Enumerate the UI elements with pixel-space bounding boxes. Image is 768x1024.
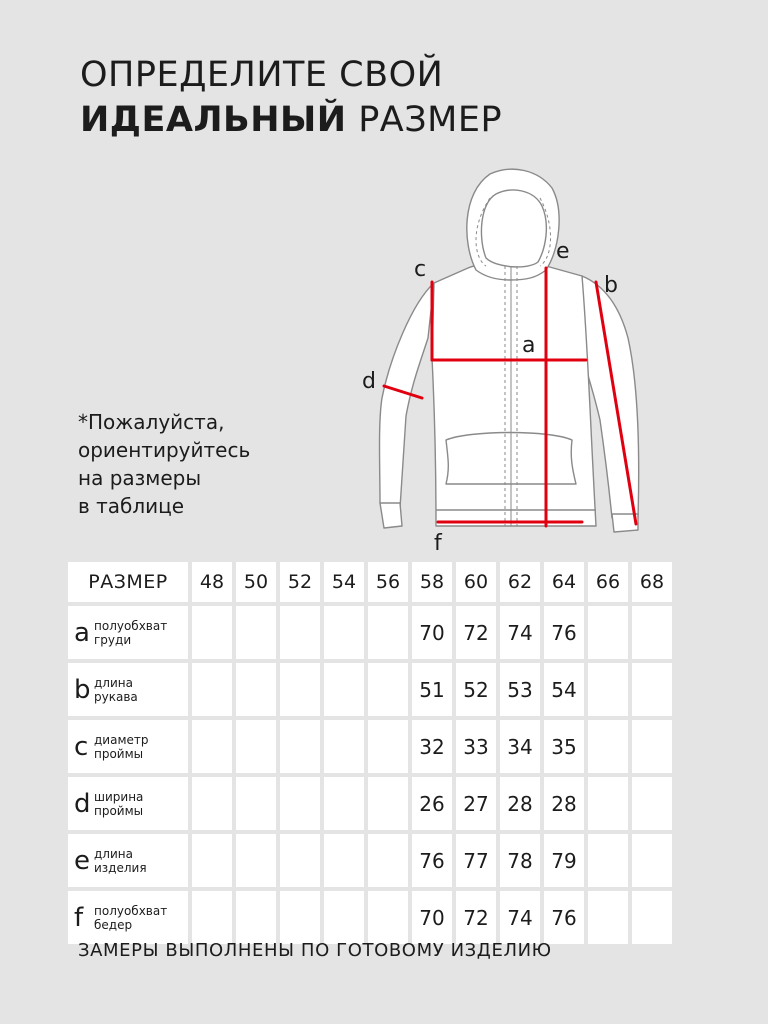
size-value-cell [588, 720, 628, 773]
size-table [64, 558, 676, 948]
row-description-line: рукава [94, 689, 138, 704]
size-header-cell: 60 [456, 562, 496, 602]
size-value-cell [324, 891, 364, 944]
size-value-cell: 70 [412, 606, 452, 659]
row-description-line: полуобхват [94, 618, 168, 633]
label-d: d [362, 369, 376, 394]
label-e: e [556, 239, 570, 264]
size-value-cell: 76 [544, 891, 584, 944]
row-description-line: бедер [94, 917, 133, 932]
size-value-cell: 54 [544, 663, 584, 716]
row-description [94, 904, 167, 932]
size-header-cell: 68 [632, 562, 672, 602]
label-c: c [414, 257, 427, 282]
size-value-cell [236, 663, 276, 716]
hoodie-diagram [350, 158, 650, 558]
size-header-cell: 50 [236, 562, 276, 602]
label-b: b [604, 273, 618, 298]
size-value-cell [192, 720, 232, 773]
row-letter: e [74, 845, 90, 876]
size-value-cell [632, 720, 672, 773]
size-value-cell [236, 606, 276, 659]
size-value-cell: 28 [544, 777, 584, 830]
size-value-cell [280, 891, 320, 944]
row-letter: f [74, 902, 84, 933]
size-value-cell [280, 777, 320, 830]
size-table-header [68, 562, 672, 602]
row-label-cell [68, 606, 188, 659]
size-value-cell [280, 720, 320, 773]
size-value-cell [632, 777, 672, 830]
size-value-cell [324, 663, 364, 716]
size-value-cell [588, 834, 628, 887]
row-description-line: диаметр [94, 732, 149, 747]
row-description-line: полуобхват [94, 903, 168, 918]
row-description [94, 790, 143, 818]
row-description [94, 619, 167, 647]
note-line: на размеры [78, 466, 202, 490]
label-f: f [434, 531, 442, 556]
table-row [68, 606, 672, 659]
row-description-line: длина [94, 675, 133, 690]
size-value-cell [368, 777, 408, 830]
row-label-cell [68, 663, 188, 716]
size-value-cell: 72 [456, 891, 496, 944]
size-value-cell [280, 606, 320, 659]
row-letter: d [74, 788, 91, 819]
size-header-cell: 66 [588, 562, 628, 602]
size-value-cell: 72 [456, 606, 496, 659]
size-value-cell [192, 834, 232, 887]
row-label-cell [68, 834, 188, 887]
row-description-line: проймы [94, 746, 144, 761]
size-header-cell: 52 [280, 562, 320, 602]
size-value-cell [588, 891, 628, 944]
row-label-cell [68, 777, 188, 830]
size-value-cell [324, 777, 364, 830]
size-value-cell: 74 [500, 891, 540, 944]
size-value-cell [192, 663, 232, 716]
size-value-cell [192, 606, 232, 659]
size-value-cell [588, 777, 628, 830]
row-label-cell [68, 720, 188, 773]
row-description-line: груди [94, 632, 132, 647]
size-value-cell [236, 777, 276, 830]
size-header-cell: 64 [544, 562, 584, 602]
hoodie-outline [380, 169, 639, 532]
row-description-line: проймы [94, 803, 144, 818]
size-value-cell [192, 891, 232, 944]
size-header-cell: 58 [412, 562, 452, 602]
size-value-cell: 35 [544, 720, 584, 773]
size-value-cell: 76 [544, 606, 584, 659]
row-letter: c [74, 731, 89, 762]
table-row [68, 720, 672, 773]
page-title-bold: ИДЕАЛЬНЫЙ [80, 100, 347, 140]
size-value-cell [632, 891, 672, 944]
size-value-cell: 32 [412, 720, 452, 773]
size-value-cell [236, 720, 276, 773]
size-value-cell: 28 [500, 777, 540, 830]
size-value-cell: 53 [500, 663, 540, 716]
table-row [68, 663, 672, 716]
row-description-line: изделия [94, 860, 147, 875]
size-value-cell [368, 663, 408, 716]
size-value-cell: 70 [412, 891, 452, 944]
size-value-cell [280, 663, 320, 716]
size-value-cell [368, 834, 408, 887]
row-description-line: длина [94, 846, 133, 861]
row-label-cell [68, 891, 188, 944]
size-value-cell [368, 720, 408, 773]
size-header-label: РАЗМЕР [68, 562, 188, 602]
size-value-cell: 78 [500, 834, 540, 887]
row-letter: a [74, 617, 90, 648]
size-value-cell [632, 663, 672, 716]
size-value-cell: 77 [456, 834, 496, 887]
page-title-line1: ОПРЕДЕЛИТЕ СВОЙ [80, 55, 444, 95]
size-value-cell [236, 891, 276, 944]
size-header-cell: 48 [192, 562, 232, 602]
size-value-cell: 33 [456, 720, 496, 773]
row-description [94, 676, 138, 704]
size-value-cell: 76 [412, 834, 452, 887]
size-value-cell: 26 [412, 777, 452, 830]
size-value-cell: 52 [456, 663, 496, 716]
size-value-cell [588, 606, 628, 659]
size-value-cell: 79 [544, 834, 584, 887]
size-value-cell [324, 720, 364, 773]
size-header-cell: 54 [324, 562, 364, 602]
size-value-cell [236, 834, 276, 887]
page-title-line2 [80, 100, 502, 140]
size-value-cell: 27 [456, 777, 496, 830]
size-header-cell: 62 [500, 562, 540, 602]
table-row [68, 834, 672, 887]
size-value-cell [324, 834, 364, 887]
row-description [94, 847, 147, 875]
size-value-cell: 34 [500, 720, 540, 773]
size-note [78, 408, 250, 520]
size-value-cell: 51 [412, 663, 452, 716]
size-value-cell: 74 [500, 606, 540, 659]
page-title-rest: РАЗМЕР [346, 100, 503, 140]
size-value-cell [632, 606, 672, 659]
size-value-cell [324, 606, 364, 659]
size-value-cell [192, 777, 232, 830]
size-value-cell [368, 606, 408, 659]
row-description-line: ширина [94, 789, 144, 804]
note-line: ориентируйтесь [78, 438, 251, 462]
footer-note: ЗАМЕРЫ ВЫПОЛНЕНЫ ПО ГОТОВОМУ ИЗДЕЛИЮ [78, 940, 552, 961]
size-value-cell [632, 834, 672, 887]
row-description [94, 733, 149, 761]
size-value-cell [280, 834, 320, 887]
table-row [68, 891, 672, 944]
note-line: *Пожалуйста, [78, 410, 225, 434]
label-a: a [522, 333, 536, 358]
size-header-cell: 56 [368, 562, 408, 602]
size-value-cell [368, 891, 408, 944]
row-letter: b [74, 674, 91, 705]
note-line: в таблице [78, 494, 185, 518]
size-value-cell [588, 663, 628, 716]
table-row [68, 777, 672, 830]
